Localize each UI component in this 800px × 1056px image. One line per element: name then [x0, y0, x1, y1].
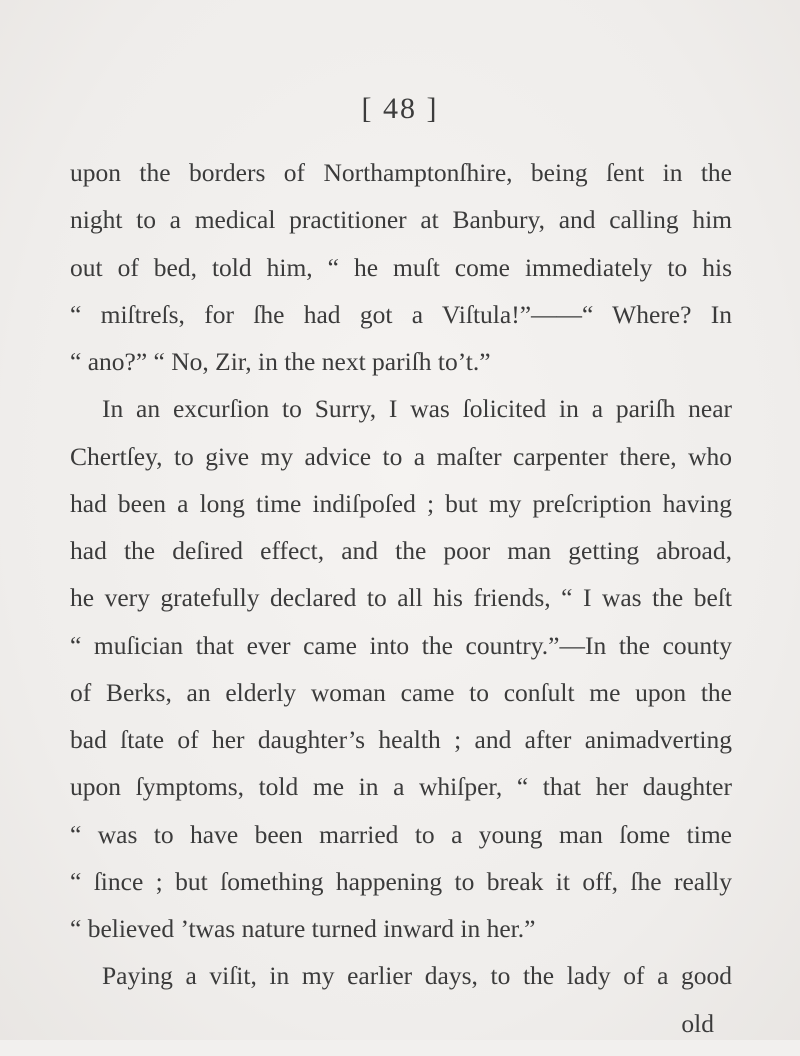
text-line: of Berks, an elderly woman came to conſult me upon the [70, 677, 732, 707]
text-line: had been a long time indiſpoſed ; but my preſcription having [70, 488, 732, 518]
text-line: he very gratefully declared to all his friends, “ I was the beſt [70, 583, 732, 613]
text-line: “ miſtreſs, for ſhe had got a Viſtula!”——“ Where? In [70, 299, 732, 329]
text-line: “ was to have been married to a young man ſome time [70, 819, 732, 849]
text-line: night to a medical practitioner at Banbury, and calling him [70, 205, 732, 235]
text-line: “ ano?” “ No, Zir, in the next pariſh to’t.” [70, 347, 491, 376]
page-number: [ 48 ] [361, 92, 439, 125]
text-line: upon the borders of Northamptonſhire, being ſent in the [70, 158, 732, 187]
text-line: bad ſtate of her daughter’s health ; and after animadverting [70, 725, 732, 754]
text-line: In an excurſion to Surry, I was ſolicited in a pariſh near [102, 394, 732, 424]
text-line: “ believed ’twas nature turned inward in her.” [70, 914, 536, 943]
text-line: “ ſince ; but ſomething happening to break it off, ſhe really [70, 866, 732, 896]
text-line: out of bed, told him, “ he muſt come immediately to his [70, 252, 732, 282]
text-line: Chertſey, to give my advice to a maſter carpenter there, who [70, 441, 732, 471]
text-body [70, 158, 732, 1056]
text-line: “ muſician that ever came into the country.”—In the county [70, 630, 732, 660]
catchword: old [681, 1008, 714, 1038]
text-line: upon ſymptoms, told me in a whiſper, “ that her daughter [70, 772, 732, 802]
text-line: Paying a viſit, in my earlier days, to the lady of a good [102, 961, 732, 991]
text-line: had the deſired effect, and the poor man getting abroad, [70, 536, 732, 565]
